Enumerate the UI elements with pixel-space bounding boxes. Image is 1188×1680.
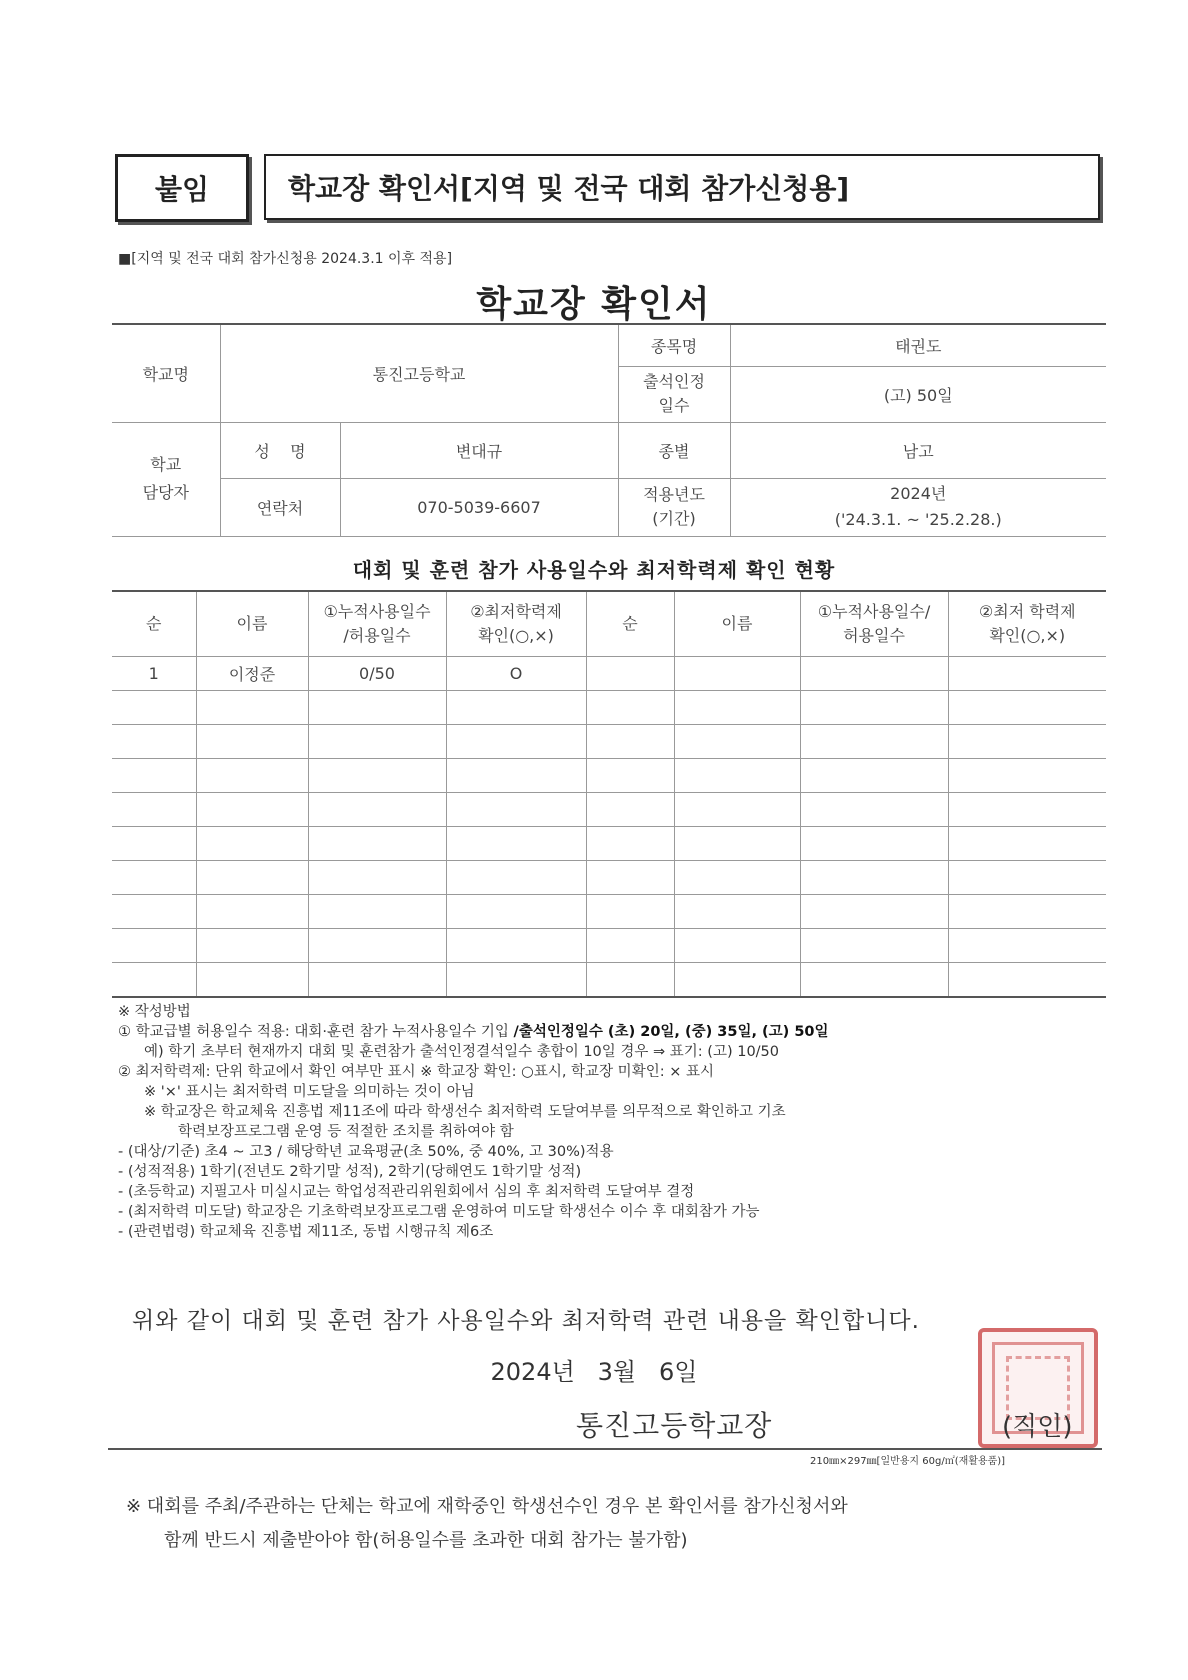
info-table (112, 323, 1106, 537)
col-academic: ②최저학력제 확인(○,×) (446, 591, 586, 657)
table-row (112, 929, 1106, 963)
participation-table (112, 590, 1106, 998)
method-line-7: - (대상/기준) 초4 ~ 고3 / 해당학년 교육평균(초 50%, 중 40%, 고 30%)적용 (118, 1144, 614, 1160)
issue-date: 2024년 3월 6일 (490, 1358, 698, 1386)
row-check: O (446, 657, 586, 691)
main-title: 학교장 확인서 (476, 284, 712, 325)
footer-line-2: 함께 반드시 제출받아야 함(허용일수를 초과한 대회 참가는 불가함) (164, 1530, 688, 1551)
year-cell (730, 478, 1106, 536)
col-academic-2: ②최저 학력제 확인(○,×) (948, 591, 1106, 657)
method-line-10: - (최저학력 미도달) 학교장은 기초학력보장프로그램 운영하여 미도달 학생선수 이수 후 대회참가 가능 (118, 1204, 760, 1220)
type-value: 남고 (730, 422, 1106, 478)
table-row (112, 895, 1106, 929)
contact-label: 연락처 (220, 478, 340, 536)
name-value: 변대규 (340, 422, 618, 478)
footer-line-1: ※ 대회를 주최/주관하는 단체는 학교에 재학중인 학생선수인 경우 본 확인서를 참가신청서와 (126, 1496, 848, 1517)
applicability-note: ■[지역 및 전국 대회 참가신청용 2024.3.1 이후 적용] (118, 251, 453, 267)
seal-label: (직인) (1002, 1412, 1073, 1442)
attendance-value: (고) 50일 (730, 366, 1106, 422)
method-line-1: ① 학교급별 허용일수 적용: 대회·훈련 참가 누적사용일수 기입 /출석인정일수 (초) 20일, (중) 35일, (고) 50일 (118, 1024, 829, 1040)
table-row (112, 963, 1106, 998)
table-row (112, 657, 1106, 691)
period-value: ('24.3.1. ~ '25.2.28.) (834, 510, 1002, 529)
contact-value: 070-5039-6607 (340, 478, 618, 536)
method-line-6: 학력보장프로그램 운영 등 적절한 조치를 취하여야 함 (178, 1124, 514, 1140)
method-line-4: ※ '×' 표시는 최저학력 미도달을 의미하는 것이 아님 (144, 1084, 475, 1100)
method-line-11: - (관련법령) 학교체육 진흥법 제11조, 동법 시행규칙 제6조 (118, 1224, 494, 1240)
row-name: 이정준 (196, 657, 308, 691)
school-label: 학교명 (112, 324, 220, 422)
attachment-tag: 붙임 (115, 154, 249, 222)
sport-label: 종목명 (618, 324, 730, 366)
manager-label: 학교 담당자 (112, 422, 220, 536)
table-row (112, 759, 1106, 793)
name-label: 성 명 (220, 422, 340, 478)
table-row (112, 691, 1106, 725)
method-line-8: - (성적적용) 1학기(전년도 2학기말 성적), 2학기(당해연도 1학기말 성적) (118, 1164, 582, 1180)
signature-divider (108, 1448, 1102, 1450)
status-subtitle: 대회 및 훈련 참가 사용일수와 최저학력제 확인 현황 (352, 558, 836, 582)
row-no: 1 (112, 657, 196, 691)
col-days: ①누적사용일수 /허용일수 (308, 591, 446, 657)
type-label: 종별 (618, 422, 730, 478)
year-label: 적용년도 (기간) (618, 478, 730, 536)
confirmation-text: 위와 같이 대회 및 훈련 참가 사용일수와 최저학력 관련 내용을 확인합니다. (132, 1308, 920, 1334)
row-days: 0/50 (308, 657, 446, 691)
method-line-3: ② 최저학력제: 단위 학교에서 확인 여부만 표시 ※ 학교장 확인: ○표시, 학교장 미확인: × 표시 (118, 1064, 714, 1080)
method-line-9: - (초등학교) 지필고사 미실시교는 학업성적관리위원회에서 심의 후 최저학력 도달여부 결정 (118, 1184, 695, 1200)
method-heading: ※ 작성방법 (118, 1004, 191, 1020)
footer-notice (126, 1490, 1086, 1558)
method-line-5: ※ 학교장은 학교체육 진흥법 제11조에 따라 학생선수 최저학력 도달여부를 의무적으로 확인하고 기초 (144, 1104, 786, 1120)
document-title-box: 학교장 확인서[지역 및 전국 대회 참가신청용] (264, 154, 1100, 220)
col-name-2: 이름 (674, 591, 800, 657)
attendance-label: 출석인정 일수 (618, 366, 730, 422)
table-row (112, 827, 1106, 861)
sport-value: 태권도 (730, 324, 1106, 366)
paper-spec-note: 210㎜×297㎜[일반용지 60g/㎡(재활용품)] (810, 1456, 1006, 1467)
principal-name: 통진고등학교장 (576, 1409, 773, 1442)
table-row (112, 725, 1106, 759)
col-name: 이름 (196, 591, 308, 657)
table-row (112, 793, 1106, 827)
writing-method (118, 1002, 1098, 1242)
col-no: 순 (112, 591, 196, 657)
table-row (112, 861, 1106, 895)
col-days-2: ①누적사용일수/ 허용일수 (800, 591, 948, 657)
school-value: 통진고등학교 (220, 324, 618, 422)
year-value: 2024년 (890, 484, 947, 503)
method-line-2: 예) 학기 초부터 현재까지 대회 및 훈련참가 출석인정결석일수 총합이 10일 경우 ⇒ 표기: (고) 10/50 (144, 1044, 780, 1060)
col-no-2: 순 (586, 591, 674, 657)
